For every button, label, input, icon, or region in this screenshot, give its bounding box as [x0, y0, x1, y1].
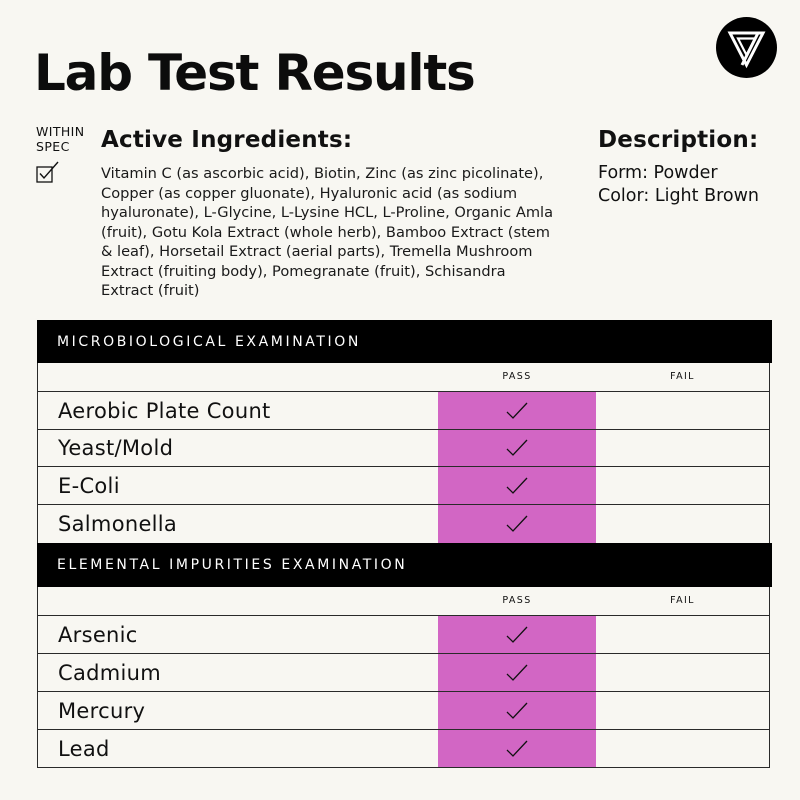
description-color: Color: Light Brown — [598, 185, 760, 206]
checkmark-icon — [506, 740, 528, 758]
test-name: Mercury — [58, 698, 146, 723]
table-row — [38, 505, 769, 543]
table-row — [38, 616, 769, 654]
pass-cell — [438, 392, 596, 429]
table-row — [38, 654, 769, 692]
elemental-column-headers — [38, 587, 769, 616]
microbiological-column-headers — [38, 363, 769, 392]
pass-cell — [438, 505, 596, 543]
test-name: Aerobic Plate Count — [58, 398, 271, 423]
table-row — [38, 392, 769, 430]
description-form: Form: Powder — [598, 163, 718, 183]
checkmark-icon — [506, 477, 528, 495]
checkmark-icon — [506, 515, 528, 533]
table-row — [38, 692, 769, 730]
checkmark-icon — [506, 402, 528, 420]
fail-column-header: FAIL — [670, 595, 695, 606]
test-name: E-Coli — [58, 473, 120, 498]
test-name: Yeast/Mold — [58, 436, 174, 460]
checkmark-icon — [506, 664, 528, 682]
fail-column-header: FAIL — [670, 371, 695, 382]
spec-label-line1: WITHIN — [36, 124, 85, 139]
pass-cell — [438, 467, 596, 504]
table-row — [38, 467, 769, 505]
elemental-section-header: ELEMENTAL IMPURITIES EXAMINATION — [37, 543, 772, 587]
results-table — [37, 320, 770, 768]
active-ingredients-heading: Active Ingredients: — [101, 127, 353, 153]
active-ingredients-text: Vitamin C (as ascorbic acid), Biotin, Zinc (as zinc picolinate), Copper (as copper gluonate), Hyaluronic acid (as sodium hyaluronate), L-Glycine, L-Lysine HCL, L-Proline, Organic Amla (fruit), Gotu Kola Extract (whole herb), Bamboo Extract (stem & leaf), Horsetail Extract (aerial parts), Tremella Mushroom Extract (fruiting body), Pomegranate (fruit), Schisandra Extract (fruit) — [101, 165, 554, 299]
checkmark-icon — [506, 702, 528, 720]
checkmark-icon — [506, 439, 528, 457]
pass-cell — [438, 616, 596, 653]
brand-logo-icon — [716, 17, 777, 78]
pass-column-header: PASS — [502, 595, 532, 606]
pass-cell — [438, 654, 596, 691]
checkbox-checked-icon — [36, 160, 60, 184]
spec-label-line2: SPEC — [36, 139, 70, 154]
test-name: Cadmium — [58, 660, 162, 685]
test-name: Lead — [58, 736, 110, 761]
table-row — [38, 430, 769, 467]
pass-cell — [438, 430, 596, 466]
pass-cell — [438, 692, 596, 729]
test-name: Salmonella — [58, 512, 178, 536]
pass-column-header: PASS — [502, 371, 532, 382]
checkmark-icon — [506, 626, 528, 644]
page-title: Lab Test Results — [34, 44, 475, 102]
table-row — [38, 730, 769, 767]
microbiological-section-header: MICROBIOLOGICAL EXAMINATION — [37, 320, 772, 363]
pass-cell — [438, 730, 596, 767]
description-heading: Description: — [598, 127, 759, 153]
description-details — [598, 162, 759, 207]
test-name: Arsenic — [58, 622, 138, 647]
spec-indicator-label — [36, 124, 85, 154]
